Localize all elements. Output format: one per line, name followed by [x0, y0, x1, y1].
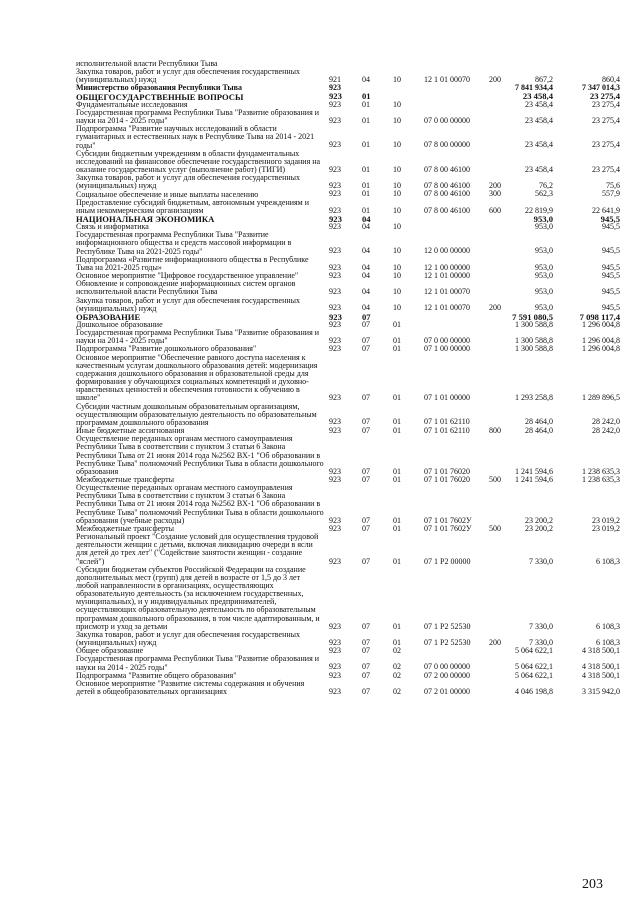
expense-type-code: 800	[489, 425, 501, 435]
amount-year-1: 1 293 258,8	[515, 393, 553, 403]
ministry-code: 923	[329, 686, 341, 696]
subsection-code: 02	[393, 646, 401, 656]
ministry-code: 923	[329, 556, 341, 566]
amount-year-1: 23 200,2	[525, 523, 553, 533]
amount-year-1: 953,0	[533, 213, 553, 224]
row-name: исполнительной власти Республики Тыва	[76, 59, 218, 68]
expense-type-code: 200	[489, 181, 501, 191]
amount-year-1: 23 458,4	[525, 99, 553, 109]
amount-year-2: 23 275,4	[592, 99, 620, 109]
target-article-code: 07 8 00 46100	[424, 205, 470, 215]
row-name: НАЦИОНАЛЬНАЯ ЭКОНОМИКА	[76, 213, 215, 224]
subsection-code: 10	[393, 246, 401, 256]
amount-year-1: 5 064 622,1	[515, 662, 553, 672]
row-name: Связь и информатика	[76, 222, 149, 232]
target-article-code: 07 1 00 00000	[424, 344, 470, 354]
row-name: Закупка товаров, работ и услуг для обеспечения государственных (муниципальных) нужд	[76, 295, 301, 313]
ministry-code: 923	[329, 467, 341, 477]
subsection-code: 01	[393, 515, 401, 525]
ministry-code: 923	[329, 91, 342, 102]
section-code: 04	[362, 221, 370, 231]
target-article-code: 07 1 01 76020	[424, 474, 470, 484]
amount-year-2: 23 275,4	[592, 115, 620, 125]
target-article-code: 12 1 01 00070	[424, 303, 470, 313]
ministry-code: 923	[329, 99, 341, 109]
section-code: 07	[362, 467, 370, 477]
ministry-code: 923	[329, 221, 341, 231]
row-name: Министерство образования Республики Тыва	[76, 83, 242, 93]
ministry-code: 923	[329, 205, 341, 215]
subsection-code: 02	[393, 670, 401, 680]
row-name: Предоставление субсидий бюджетным, автономным учреждениям и иным некоммерческим организациям	[76, 197, 310, 215]
subsection-code: 10	[393, 262, 401, 272]
ministry-code: 923	[329, 393, 341, 403]
ministry-code: 923	[329, 474, 341, 484]
section-code: 07	[362, 621, 370, 631]
subsection-code: 10	[393, 303, 401, 313]
section-code: 07	[362, 474, 370, 484]
subsection-code: 10	[393, 181, 401, 191]
amount-year-2: 1 296 004,8	[582, 319, 620, 329]
subsection-code: 01	[393, 417, 401, 427]
amount-year-2: 1 238 635,3	[582, 474, 620, 484]
section-code: 07	[362, 336, 370, 345]
target-article-code: 07 1 P2 00000	[424, 556, 471, 566]
ministry-code: 923	[329, 319, 341, 329]
amount-year-1: 1 300 588,8	[515, 336, 553, 345]
subsection-code: 01	[393, 344, 401, 354]
table-row	[0, 68, 640, 84]
ministry-code: 923	[329, 140, 341, 150]
target-article-code: 07 1 01 76020	[424, 467, 470, 477]
section-code: 01	[362, 99, 370, 109]
amount-year-1: 953,0	[535, 287, 553, 297]
ministry-code: 921	[329, 75, 341, 84]
target-article-code: 12 1 01 00000	[424, 270, 470, 280]
section-code: 04	[362, 262, 370, 272]
section-code: 07	[362, 319, 370, 329]
amount-year-1: 1 300 588,8	[515, 344, 553, 354]
amount-year-2: 6 108,3	[596, 621, 620, 631]
section-code: 04	[362, 303, 370, 313]
amount-year-2: 23 019,2	[592, 523, 620, 533]
target-article-code: 07 1 P2 52530	[424, 637, 471, 647]
section-code: 01	[362, 205, 370, 215]
section-code: 07	[362, 523, 370, 533]
table-row	[0, 150, 640, 174]
target-article-code: 07 1 01 00000	[424, 393, 470, 403]
target-article-code: 07 2 00 00000	[424, 670, 470, 680]
target-article-code: 12 1 01 00070	[424, 287, 470, 297]
subsection-code: 10	[393, 270, 401, 280]
amount-year-2: 1 289 896,5	[582, 393, 620, 403]
amount-year-2: 6 108,3	[596, 637, 620, 647]
table-row	[0, 280, 640, 296]
row-name: ОБРАЗОВАНИЕ	[76, 311, 141, 322]
amount-year-2: 945,5	[602, 270, 620, 280]
amount-year-1: 953,0	[535, 221, 553, 231]
section-code: 04	[362, 287, 370, 297]
ministry-code: 923	[329, 270, 341, 280]
table-row	[0, 125, 640, 149]
amount-year-2: 75,6	[606, 181, 620, 191]
section-code: 07	[362, 515, 370, 525]
row-name: Обновление и сопровождение информационных систем органов исполнительной власти Республики Тыва	[76, 279, 296, 297]
row-name: Подпрограмма "Развитие дошкольного образования"	[76, 344, 257, 354]
amount-year-2: 23 275,4	[592, 164, 620, 174]
amount-year-2: 6 108,3	[596, 556, 620, 566]
ministry-code: 923	[329, 83, 341, 93]
subsection-code: 10	[393, 287, 401, 297]
ministry-code: 923	[329, 181, 341, 191]
row-name: Общее образование	[76, 646, 144, 656]
section-code: 04	[362, 213, 371, 224]
amount-year-1: 4 046 198,8	[515, 686, 553, 696]
ministry-code: 923	[329, 621, 341, 631]
ministry-code: 923	[329, 662, 341, 672]
table-row	[0, 199, 640, 215]
subsection-code: 01	[393, 637, 401, 647]
ministry-code: 923	[329, 646, 341, 656]
table-row	[0, 435, 640, 476]
row-name: Социальное обеспечение и иные выплаты населению	[76, 189, 259, 199]
expense-type-code: 200	[489, 75, 501, 84]
amount-year-1: 1 300 588,8	[515, 319, 553, 329]
expense-type-code: 500	[489, 474, 501, 484]
section-code: 07	[362, 393, 370, 403]
subsection-code: 02	[393, 662, 401, 672]
expense-type-code: 200	[489, 637, 501, 647]
amount-year-2: 945,5	[602, 287, 620, 297]
table-row	[0, 256, 640, 272]
ministry-code: 923	[329, 262, 341, 272]
ministry-code: 923	[329, 115, 341, 125]
target-article-code: 07 1 01 7602У	[424, 515, 472, 525]
ministry-code: 923	[329, 303, 341, 313]
subsection-code: 10	[393, 115, 401, 125]
amount-year-2: 860,4	[602, 75, 620, 84]
target-article-code: 12 1 01 00070	[424, 75, 470, 84]
section-code: 04	[362, 75, 370, 84]
row-name: Субсидии бюджетам субъектов Российской Федерации на создание дополнительных мест (групп) для детей в возрасте от 1,5 до 3 лет любой направленности в организациях, осуществляющих образовательную деятельность (за исключением государственных, муниципальных), и у индивидуальных предпринимателей, осуществляющих образовательную деятельность по образовательным программам дошкольного образования, в том числе адаптированным, и присмотр и уход за детьми	[76, 564, 320, 631]
amount-year-2: 1 296 004,8	[582, 344, 620, 354]
row-name: Межбюджетные трансферты	[76, 474, 174, 484]
amount-year-1: 953,0	[535, 262, 553, 272]
amount-year-1: 867,2	[535, 75, 553, 84]
row-name: Субсидии бюджетным учреждениям в области фундаментальных исследований на финансовое обеспечение государственного задания на оказание государственных услуг (выполнение работ) (ТИГИ)	[76, 148, 321, 175]
amount-year-1: 5 064 622,1	[515, 670, 553, 680]
target-article-code: 07 1 01 62110	[424, 417, 470, 427]
amount-year-1: 23 458,4	[525, 140, 553, 150]
table-row	[0, 231, 640, 255]
amount-year-1: 23 200,2	[525, 515, 553, 525]
subsection-code: 01	[393, 467, 401, 477]
section-code: 07	[362, 417, 370, 427]
amount-year-2: 4 318 500,1	[582, 646, 620, 656]
row-name: Закупка товаров, работ и услуг для обеспечения государственных (муниципальных) нужд	[76, 173, 301, 191]
row-name: Основное мероприятие "Обеспечение равного доступа населения к качественным услугам дошкольного образования детей: модернизация содержания дошкольного образования и образовательной среды для формирования у обучающихся социальных компетенций и духовно-нравственных ценностей и обеспечения готовности к обучению в школе"	[76, 352, 318, 403]
section-code: 07	[362, 662, 370, 672]
amount-year-2: 23 019,2	[592, 515, 620, 525]
section-code: 07	[362, 686, 370, 696]
row-name: Закупка товаров, работ и услуг для обеспечения государственных (муниципальных) нужд	[76, 629, 301, 648]
row-name: Региональный проект "Создание условий для осуществления трудовой деятельности женщин с детьми, включая ликвидацию очереди в ясли для детей до трех лет" ("Содействие занятости женщин - создание "яслей")	[76, 532, 319, 566]
target-article-code: 07 0 00 00000	[424, 336, 470, 345]
section-code: 01	[362, 115, 370, 125]
amount-year-1: 28 464,0	[525, 417, 553, 427]
table-row	[0, 566, 640, 631]
row-name: ОБЩЕГОСУДАРСТВЕННЫЕ ВОПРОСЫ	[76, 91, 244, 102]
row-name: Подпрограмма "Развитие общего образования"	[76, 670, 237, 680]
subsection-code: 01	[393, 336, 401, 345]
row-name: Подпрограмма "Развитие научных исследований в области гуманитарных и естественных наук в Республике Тыва на 2014 - 2021 годы"	[76, 124, 315, 150]
amount-year-1: 562,3	[535, 189, 553, 199]
subsection-code: 01	[393, 425, 401, 435]
target-article-code: 07 1 01 7602У	[424, 523, 472, 533]
table-row	[0, 403, 640, 427]
target-article-code: 12 1 00 00000	[424, 262, 470, 272]
section-code: 01	[362, 181, 370, 191]
amount-year-1: 23 458,4	[522, 91, 553, 102]
section-code: 01	[362, 140, 370, 150]
expense-type-code: 300	[489, 189, 501, 199]
amount-year-2: 3 315 942,0	[582, 686, 620, 696]
amount-year-2: 945,5	[602, 262, 620, 272]
target-article-code: 07 0 00 00000	[424, 662, 470, 672]
expense-type-code: 600	[489, 205, 501, 215]
amount-year-2: 4 318 500,1	[582, 670, 620, 680]
ministry-code: 923	[329, 164, 341, 174]
table-row	[0, 109, 640, 125]
subsection-code: 10	[393, 140, 401, 150]
amount-year-2: 7 347 014,3	[582, 83, 620, 93]
row-name: Осуществление переданных органам местного самоуправления Республики Тыва в соответствии с пунктом 3 статьи 6 Закона Республики Тыва от 21 июня 2014 года №2562 ВХ-1 "Об образовании в Республике Тыва" полномочий Республики Тыва в области дошкольного образования	[76, 434, 324, 476]
section-code: 07	[362, 646, 370, 656]
section-code: 01	[362, 189, 370, 199]
amount-year-1: 1 241 594,6	[515, 474, 553, 484]
amount-year-1: 22 819,9	[525, 205, 553, 215]
amount-year-2: 945,5	[600, 213, 620, 224]
amount-year-1: 953,0	[535, 303, 553, 313]
amount-year-1: 28 464,0	[525, 425, 553, 435]
row-name: Фундаментальные исследования	[76, 99, 188, 109]
amount-year-2: 22 641,9	[592, 205, 620, 215]
subsection-code: 01	[393, 523, 401, 533]
ministry-code: 923	[329, 417, 341, 427]
target-article-code: 07 2 01 00000	[424, 686, 470, 696]
amount-year-1: 7 330,0	[529, 556, 553, 566]
row-name: Подпрограмма «Развитие информационного общества в Республике Тыва на 2021-2025 годы»	[76, 254, 309, 272]
table-row	[0, 329, 640, 345]
section-code: 04	[362, 270, 370, 280]
section-code: 04	[362, 246, 370, 256]
row-name: Субсидии частным дошкольным образовательным организациям, осуществляющим образовательную деятельность по образовательным программам дошкольного образования	[76, 401, 317, 427]
target-article-code: 07 8 00 46100	[424, 181, 470, 191]
table-row	[0, 297, 640, 313]
ministry-code: 923	[329, 336, 341, 345]
expense-type-code: 200	[489, 303, 501, 313]
amount-year-2: 945,5	[602, 303, 620, 313]
ministry-code: 923	[329, 246, 341, 256]
amount-year-1: 76,2	[539, 181, 553, 191]
ministry-code: 923	[329, 189, 341, 199]
section-code: 07	[362, 425, 370, 435]
subsection-code: 01	[393, 474, 401, 484]
subsection-code: 10	[393, 164, 401, 174]
table-row	[0, 631, 640, 647]
amount-year-1: 1 241 594,6	[515, 467, 553, 477]
section-code: 07	[362, 556, 370, 566]
ministry-code: 923	[329, 311, 342, 322]
row-name: Основное мероприятие "Цифровое государственное управление"	[76, 271, 299, 281]
amount-year-1: 5 064 622,1	[515, 646, 553, 656]
target-article-code: 07 8 00 46100	[424, 164, 470, 174]
table-row	[0, 174, 640, 190]
ministry-code: 923	[329, 213, 342, 224]
target-article-code: 07 8 00 00000	[424, 140, 470, 150]
section-code: 01	[362, 91, 371, 102]
row-name: Государственная программа Республики Тыва "Развитие образования и науки на 2014 - 2025 годы"	[76, 654, 320, 672]
ministry-code: 923	[329, 670, 341, 680]
target-article-code: 07 8 00 46100	[424, 189, 470, 199]
subsection-code: 01	[393, 319, 401, 329]
amount-year-2: 23 275,4	[592, 140, 620, 150]
section-code: 07	[362, 670, 370, 680]
target-article-code: 12 0 00 00000	[424, 246, 470, 256]
amount-year-1: 7 330,0	[529, 637, 553, 647]
row-name: Дошкольное образование	[76, 320, 163, 329]
amount-year-2: 7 098 117,4	[579, 311, 620, 322]
row-name: Основное мероприятие "Развитие системы содержания и обучения детей в общеобразовательных организациях	[76, 678, 305, 697]
subsection-code: 10	[393, 221, 401, 231]
table-row	[0, 655, 640, 671]
subsection-code: 10	[393, 75, 401, 84]
ministry-code: 923	[329, 287, 341, 297]
amount-year-2: 28 242,0	[592, 425, 620, 435]
amount-year-1: 953,0	[535, 270, 553, 280]
subsection-code: 01	[393, 393, 401, 403]
amount-year-1: 23 458,4	[525, 115, 553, 125]
row-name: Государственная программа Республики Тыва "Развитие образования и науки на 2014 - 2025 годы"	[76, 107, 320, 126]
amount-year-1: 23 458,4	[525, 164, 553, 174]
amount-year-2: 4 318 500,1	[582, 662, 620, 672]
amount-year-2: 945,5	[602, 221, 620, 231]
amount-year-1: 953,0	[535, 246, 553, 256]
subsection-code: 10	[393, 189, 401, 199]
amount-year-1: 7 591 080,5	[512, 311, 553, 322]
row-name: Иные бюджетные ассигнования	[76, 426, 185, 436]
row-name: Осуществление переданных органам местного самоуправления Республики Тыва в соответствии с пунктом 3 статьи 6 Закона Республики Тыва от 21 июня 2014 года №2562 ВХ-1 "Об образовании в Республике Тыва" полномочий Республики Тыва в области дошкольного образования (учебные расходы)	[76, 483, 324, 525]
section-code: 07	[362, 344, 370, 354]
subsection-code: 10	[393, 205, 401, 215]
row-name: Закупка товаров, работ и услуг для обеспечения государственных (муниципальных) нужд	[76, 67, 301, 85]
amount-year-2: 1 238 635,3	[582, 467, 620, 477]
amount-year-1: 7 841 934,4	[515, 83, 553, 93]
amount-year-2: 945,5	[602, 246, 620, 256]
budget-table	[0, 60, 640, 696]
amount-year-2: 557,9	[602, 189, 620, 199]
page-number: 203	[582, 877, 603, 892]
row-name: Государственная программа Республики Тыва "Развитие информационного общества и средств массовой информации в Республике Тыва на 2021-2025 годы"	[76, 230, 292, 256]
subsection-code: 10	[393, 99, 401, 109]
section-code: 07	[362, 311, 371, 322]
amount-year-2: 28 242,0	[592, 417, 620, 427]
target-article-code: 07 0 00 00000	[424, 115, 470, 125]
table-row	[0, 484, 640, 525]
target-article-code: 07 1 01 62110	[424, 425, 470, 435]
amount-year-1: 7 330,0	[529, 621, 553, 631]
section-code: 07	[362, 637, 370, 647]
table-row	[0, 354, 640, 403]
subsection-code: 02	[393, 686, 401, 696]
amount-year-2: 1 296 004,8	[582, 336, 620, 345]
row-name: Государственная программа Республики Тыва "Развитие образования и науки на 2014 - 2025 годы"	[76, 328, 320, 346]
table-row	[0, 680, 640, 696]
ministry-code: 923	[329, 425, 341, 435]
amount-year-2: 23 275,4	[589, 91, 620, 102]
expense-type-code: 500	[489, 523, 501, 533]
section-code: 01	[362, 164, 370, 174]
row-name: Межбюджетные трансферты	[76, 523, 174, 533]
target-article-code: 07 1 P2 52530	[424, 621, 471, 631]
ministry-code: 923	[329, 523, 341, 533]
table-row	[0, 533, 640, 566]
ministry-code: 923	[329, 637, 341, 647]
subsection-code: 01	[393, 556, 401, 566]
subsection-code: 01	[393, 621, 401, 631]
ministry-code: 923	[329, 515, 341, 525]
ministry-code: 923	[329, 344, 341, 354]
